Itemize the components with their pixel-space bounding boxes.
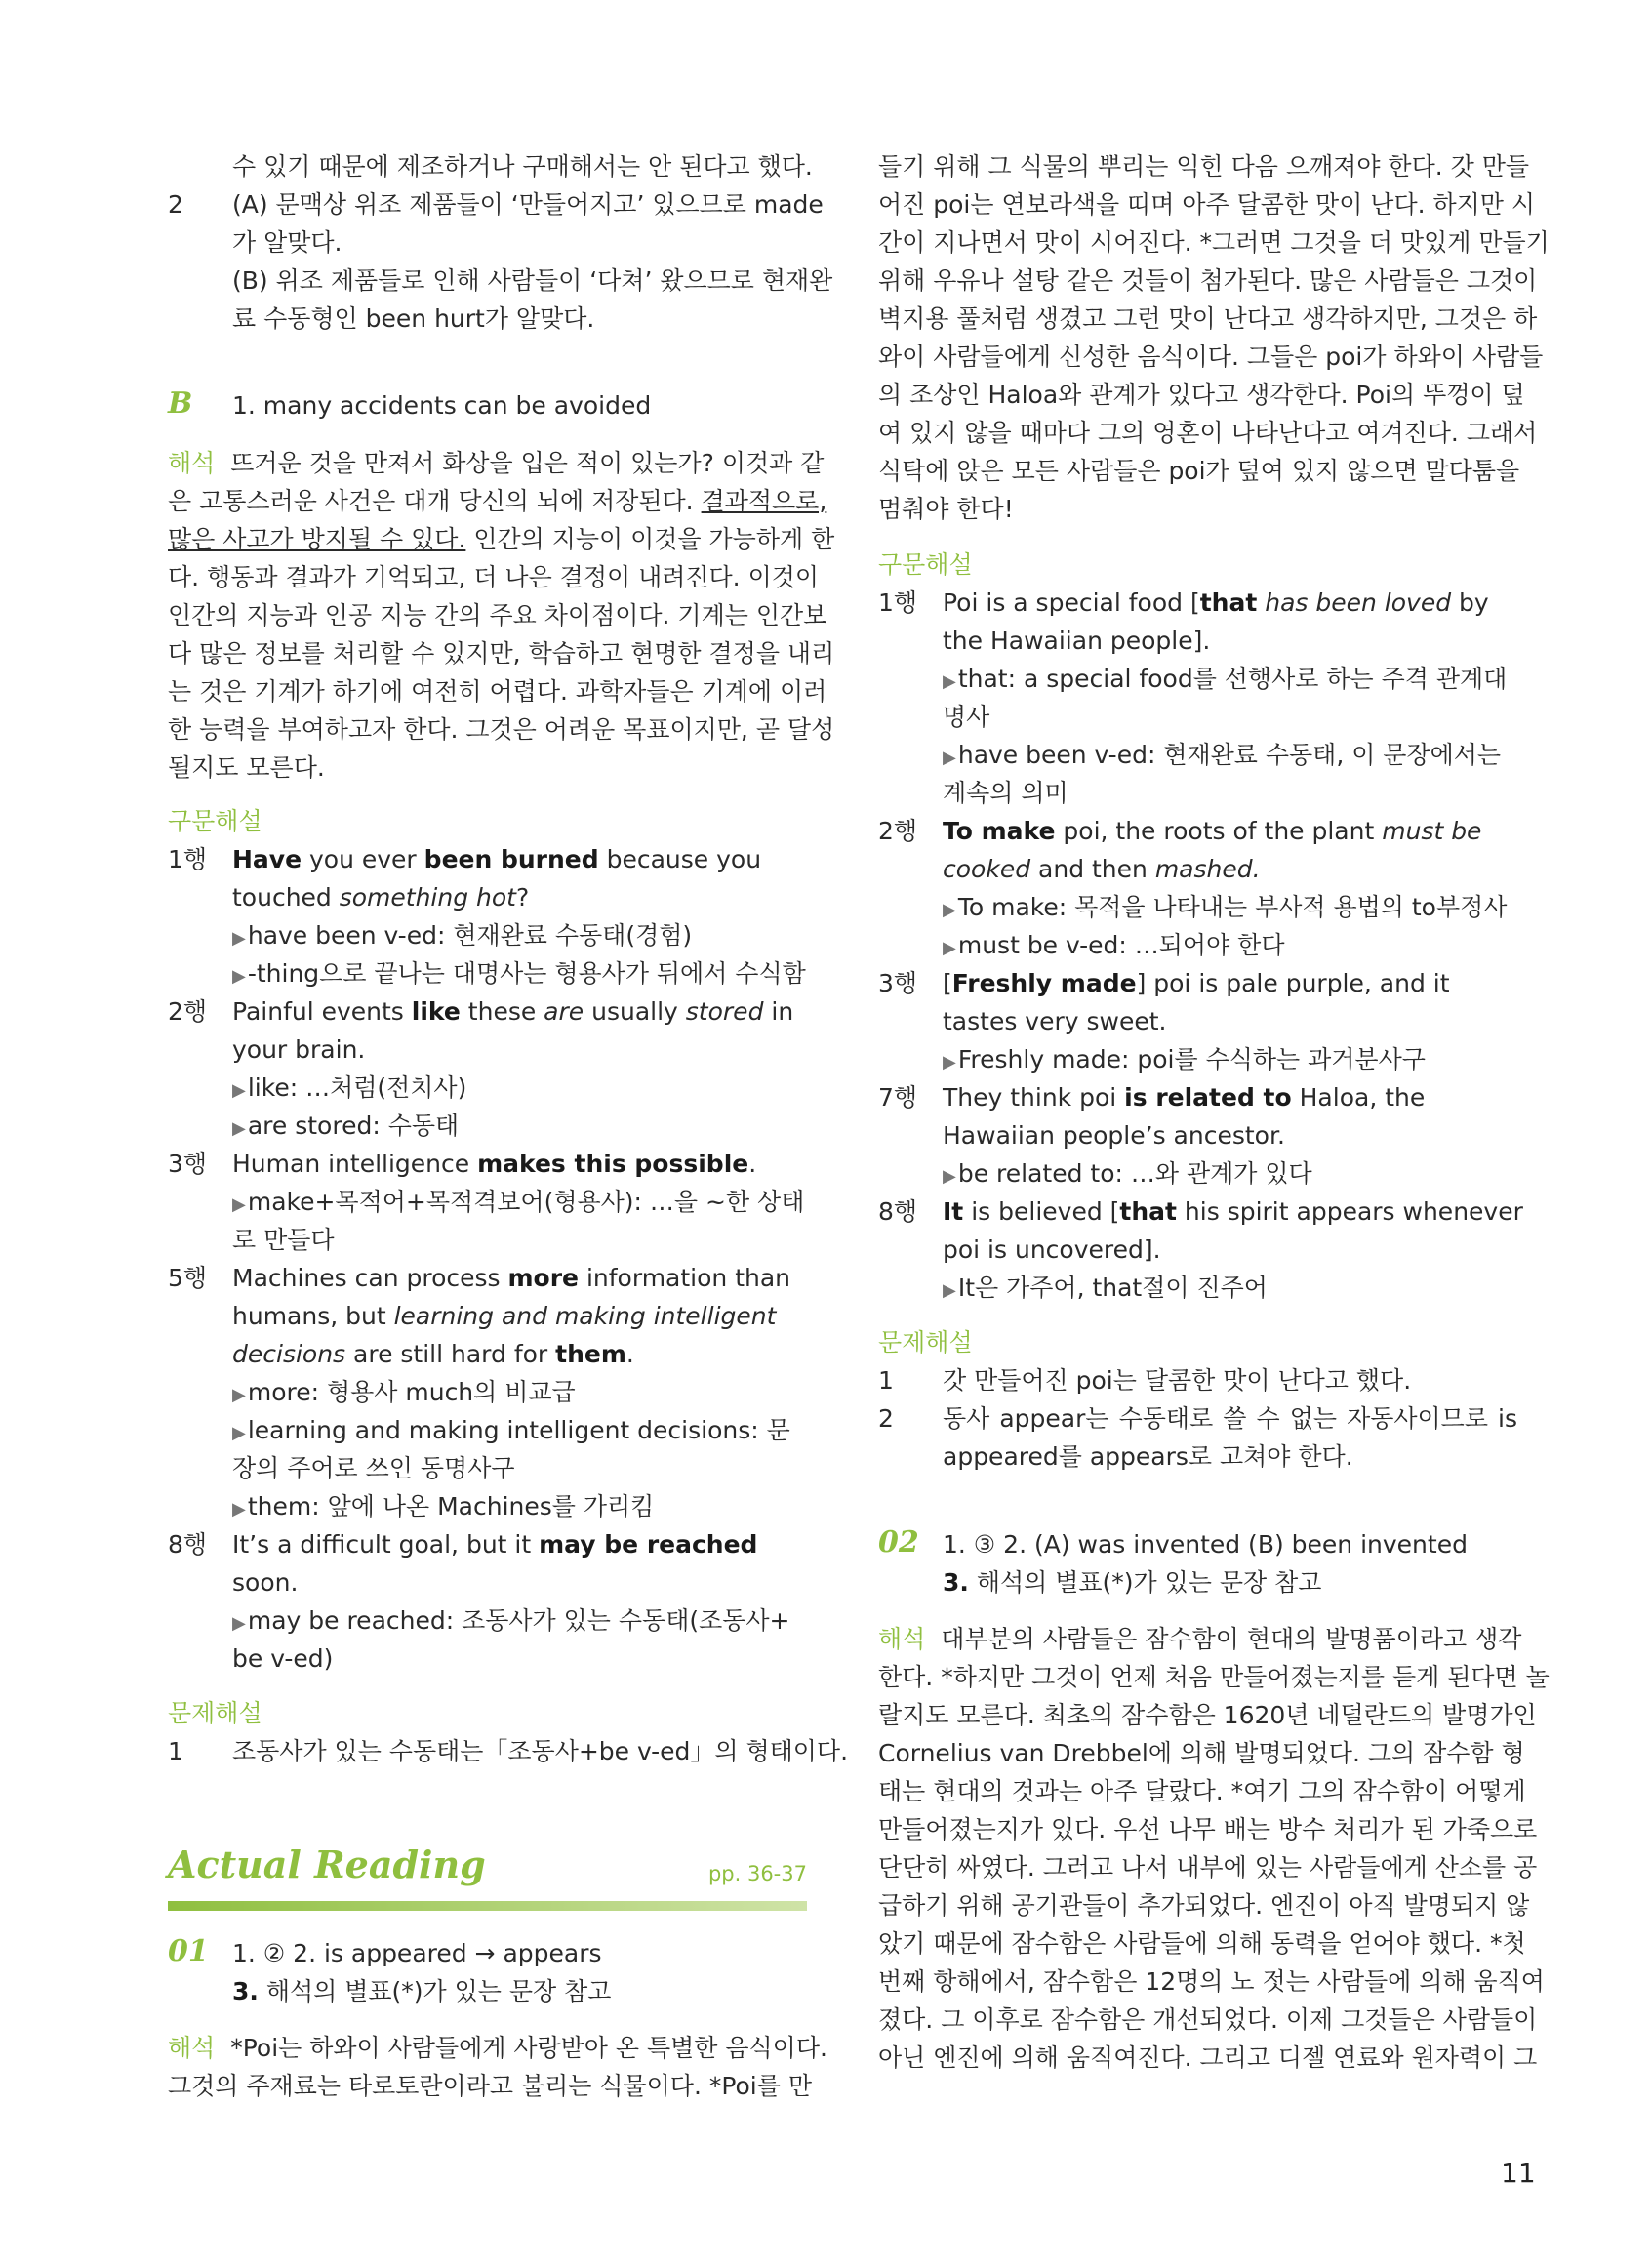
line-ref: 3행: [878, 969, 918, 997]
grammar-note: 로 만들다: [232, 1226, 335, 1254]
grammar-note: ▶-thing으로 끝나는 대명사는 형용사가 뒤에서 수식함: [232, 959, 806, 988]
grammar-note: ▶make+목적어+목적격보어(형용사): …을 ~한 상태: [232, 1188, 805, 1216]
haeseok-line: 아닌 엔진에 의해 움직여진다. 그리고 디젤 연료와 원자력이 그: [878, 2044, 1538, 2072]
haeseok-line: 단단히 싸였다. 그러고 나서 내부에 있는 사람들에게 산소를 공: [878, 1853, 1538, 1882]
text-line: 가 알맞다.: [232, 228, 342, 257]
text-line: 여 있지 않을 때마다 그의 영혼이 나타난다고 여겨진다. 그래서: [878, 419, 1538, 447]
text-line: 어진 poi는 연보라색을 띠며 아주 달콤한 맛이 난다. 하지만 시: [878, 190, 1536, 219]
grammar-note: ▶It은 가주어, that절이 진주어: [943, 1274, 1268, 1302]
example-sentence: It is believed [that his spirit appears whenever: [943, 1197, 1523, 1226]
line-ref: 5행: [168, 1264, 208, 1292]
haeseok-line: 태는 현대의 것과는 아주 달랐다. *여기 그의 잠수함이 어떻게: [878, 1777, 1526, 1805]
answer-line: 1. ② 2. is appeared → appears: [232, 1939, 602, 1967]
grammar-note: ▶more: 형용사 much의 비교급: [232, 1378, 576, 1406]
example-sentence: the Hawaiian people].: [943, 627, 1211, 655]
haeseok-line: 랄지도 모른다. 최초의 잠수함은 1620년 네덜란드의 발명가인: [878, 1701, 1537, 1729]
text-line: 들기 위해 그 식물의 뿌리는 익힌 다음 으깨져야 한다. 갓 만들: [878, 152, 1530, 181]
example-sentence: touched something hot?: [232, 883, 530, 911]
line-ref: 8행: [878, 1197, 918, 1226]
line-ref: 2행: [168, 997, 208, 1026]
example-sentence: To make poi, the roots of the plant must be: [943, 817, 1482, 845]
haeseok-line: 았기 때문에 잠수함은 사람들에 의해 동력을 얻어야 했다. *첫: [878, 1929, 1526, 1958]
munje-text: 갓 만들어진 poi는 달콤한 맛이 난다고 했다.: [943, 1366, 1412, 1395]
section-b-label: B: [168, 386, 193, 421]
haeseok-line: 만들어졌는지가 있다. 우선 나무 배는 방수 처리가 된 가죽으로: [878, 1815, 1538, 1843]
haeseok-line: 해석 대부분의 사람들은 잠수함이 현대의 발명품이라고 생각: [878, 1625, 1522, 1653]
munje-header: 문제해설: [168, 1699, 262, 1727]
example-sentence: soon.: [232, 1568, 299, 1597]
haeseok-line: 졌다. 그 이후로 잠수함은 개선되었다. 이제 그것들은 사람들이: [878, 2005, 1538, 2034]
grammar-note: be v-ed): [232, 1644, 334, 1673]
answer-line: 3. 해석의 별표(*)가 있는 문장 참고: [943, 1568, 1322, 1597]
item-number: 2: [168, 190, 183, 219]
line-ref: 8행: [168, 1530, 208, 1559]
item-number: 1: [878, 1366, 894, 1395]
haeseok-line: Cornelius van Drebbel에 의해 발명되었다. 그의 잠수함 형: [878, 1739, 1525, 1767]
example-sentence: [Freshly made] poi is pale purple, and it: [943, 969, 1450, 997]
question-number: 02: [878, 1525, 919, 1559]
haeseok-text: 뜨거운 것을 만져서 화상을 입은 적이 있는가? 이것과 같: [230, 449, 825, 477]
haeseok-line: 급하기 위해 공기관들이 추가되었다. 엔진이 아직 발명되지 않: [878, 1891, 1530, 1920]
section-b-answer: 1. many accidents can be avoided: [232, 391, 652, 420]
example-sentence: Machines can process more information than: [232, 1264, 791, 1292]
line-ref: 7행: [878, 1083, 918, 1112]
grammar-note: 계속의 의미: [943, 779, 1068, 807]
haeseok-line: 인간의 지능과 인공 지능 간의 주요 차이점이다. 기계는 인간보: [168, 601, 827, 629]
text-line: 멈춰야 한다!: [878, 495, 1014, 523]
gumun-header: 구문해설: [168, 807, 262, 835]
example-sentence: Poi is a special food [that has been loved by: [943, 588, 1489, 617]
haeseok-line: [168, 445, 825, 482]
haeseok-line: 은 고통스러운 사건은 대개 당신의 뇌에 저장된다. 결과적으로,: [168, 487, 827, 515]
text-line: 의 조상인 Haloa와 관계가 있다고 생각한다. Poi의 뚜껑이 덮: [878, 381, 1525, 409]
title-underline-bar: [168, 1901, 807, 1911]
page-number: 11: [1501, 2157, 1536, 2189]
grammar-note: ▶like: …처럼(전치사): [232, 1073, 467, 1102]
example-sentence: Painful events like these are usually stored in: [232, 997, 794, 1026]
text-line: (B) 위조 제품들로 인해 사람들이 ‘다쳐’ 왔으므로 현재완: [232, 266, 833, 295]
example-sentence: They think poi is related to Haloa, the: [943, 1083, 1426, 1112]
text-line: 료 수동형인 been hurt가 알맞다.: [232, 304, 595, 333]
munje-text: 조동사가 있는 수동태는「조동사+be v-ed」의 형태이다.: [232, 1737, 849, 1765]
haeseok-line: 는 것은 기계가 하기에 여전히 어렵다. 과학자들은 기계에 이러: [168, 677, 827, 706]
item-number: 1: [168, 1737, 183, 1765]
text-line: (A) 문맥상 위조 제품들이 ‘만들어지고’ 있으므로 made: [232, 190, 824, 219]
text-line: 와이 사람들에게 신성한 음식이다. 그들은 poi가 하와이 사람들: [878, 343, 1544, 371]
haeseok-label: 해석: [878, 1625, 926, 1653]
text-line: 식탁에 앉은 모든 사람들은 poi가 덮여 있지 않으면 말다툼을: [878, 457, 1520, 485]
answer-line: 3. 해석의 별표(*)가 있는 문장 참고: [232, 1977, 612, 2005]
page-reference: pp. 36-37: [707, 1862, 807, 1885]
grammar-note: ▶be related to: …와 관계가 있다: [943, 1159, 1312, 1188]
haeseok-label: 해석: [168, 449, 216, 477]
line-ref: 3행: [168, 1150, 208, 1178]
haeseok-line: 그것의 주재료는 타로토란이라고 불리는 식물이다. *Poi를 만: [168, 2072, 813, 2100]
haeseok-line: 한 능력을 부여하고자 한다. 그것은 어려운 목표이지만, 곧 달성: [168, 715, 835, 744]
haeseok-label: 해석: [168, 2034, 216, 2062]
underline-text: 결과적으로,: [701, 487, 827, 515]
text-line: 간이 지나면서 맛이 시어진다. *그러면 그것을 더 맛있게 만들기: [878, 228, 1550, 257]
munje-header: 문제해설: [878, 1328, 973, 1356]
example-sentence: cooked and then mashed.: [943, 855, 1261, 883]
grammar-note: 명사: [943, 703, 990, 731]
grammar-note: ▶may be reached: 조동사가 있는 수동태(조동사+: [232, 1606, 790, 1635]
example-sentence: It’s a difficult goal, but it may be reached: [232, 1530, 758, 1559]
haeseok-line: 될지도 모른다.: [168, 753, 325, 782]
item-number: 2: [878, 1404, 894, 1433]
grammar-note: ▶them: 앞에 나온 Machines를 가리킴: [232, 1492, 655, 1520]
grammar-note: ▶are stored: 수동태: [232, 1112, 460, 1140]
munje-text: appeared를 appears로 고쳐야 한다.: [943, 1442, 1353, 1471]
grammar-note: ▶learning and making intelligent decisions: 문: [232, 1416, 790, 1444]
answer-line: 1. ③ 2. (A) was invented (B) been invented: [943, 1530, 1468, 1559]
line-ref: 1행: [168, 845, 208, 873]
grammar-note: ▶must be v-ed: …되어야 한다: [943, 931, 1285, 959]
grammar-note: ▶have been v-ed: 현재완료 수동태(경험): [232, 921, 693, 950]
text-line: 수 있기 때문에 제조하거나 구매해서는 안 된다고 했다.: [232, 152, 813, 181]
actual-reading-title: Actual Reading: [168, 1842, 486, 1886]
munje-text: 동사 appear는 수동태로 쓸 수 없는 자동사이므로 is: [943, 1404, 1517, 1433]
example-sentence: poi is uncovered].: [943, 1235, 1161, 1264]
haeseok-line: 해석 *Poi는 하와이 사람들에게 사랑받아 온 특별한 음식이다.: [168, 2034, 827, 2062]
example-sentence: Have you ever been burned because you: [232, 845, 762, 873]
grammar-note: ▶Freshly made: poi를 수식하는 과거분사구: [943, 1045, 1426, 1073]
example-sentence: humans, but learning and making intelligent: [232, 1302, 777, 1330]
example-sentence: your brain.: [232, 1035, 366, 1064]
gumun-header: 구문해설: [878, 550, 973, 579]
example-sentence: Human intelligence makes this possible.: [232, 1150, 757, 1178]
grammar-note: ▶that: a special food를 선행사로 하는 주격 관계대: [943, 665, 1508, 693]
haeseok-line: 많은 사고가 방지될 수 있다. 인간의 지능이 이것을 가능하게 한: [168, 525, 835, 553]
text-line: 벽지용 풀처럼 생겼고 그런 맛이 난다고 생각하지만, 그것은 하: [878, 304, 1538, 333]
text-line: 위해 우유나 설탕 같은 것들이 첨가된다. 많은 사람들은 그것이: [878, 266, 1538, 295]
haeseok-line: 한다. *하지만 그것이 언제 처음 만들어졌는지를 듣게 된다면 놀: [878, 1663, 1550, 1691]
example-sentence: tastes very sweet.: [943, 1007, 1167, 1035]
haeseok-line: 다 많은 정보를 처리할 수 있지만, 학습하고 현명한 결정을 내리: [168, 639, 835, 668]
grammar-note: 장의 주어로 쓰인 동명사구: [232, 1454, 515, 1482]
grammar-note: ▶To make: 목적을 나타내는 부사적 용법의 to부정사: [943, 893, 1508, 921]
example-sentence: decisions are still hard for them.: [232, 1340, 634, 1368]
question-number: 01: [168, 1934, 209, 1968]
grammar-note: ▶have been v-ed: 현재완료 수동태, 이 문장에서는: [943, 741, 1502, 769]
haeseok-line: 번째 항해에서, 잠수함은 12명의 노 젓는 사람들에 의해 움직여: [878, 1967, 1545, 1996]
haeseok-line: 다. 행동과 결과가 기억되고, 더 나은 결정이 내려진다. 이것이: [168, 563, 820, 591]
line-ref: 2행: [878, 817, 918, 845]
underline-text: 많은 사고가 방지될 수 있다.: [168, 525, 466, 553]
example-sentence: Hawaiian people’s ancestor.: [943, 1121, 1285, 1150]
line-ref: 1행: [878, 588, 918, 617]
